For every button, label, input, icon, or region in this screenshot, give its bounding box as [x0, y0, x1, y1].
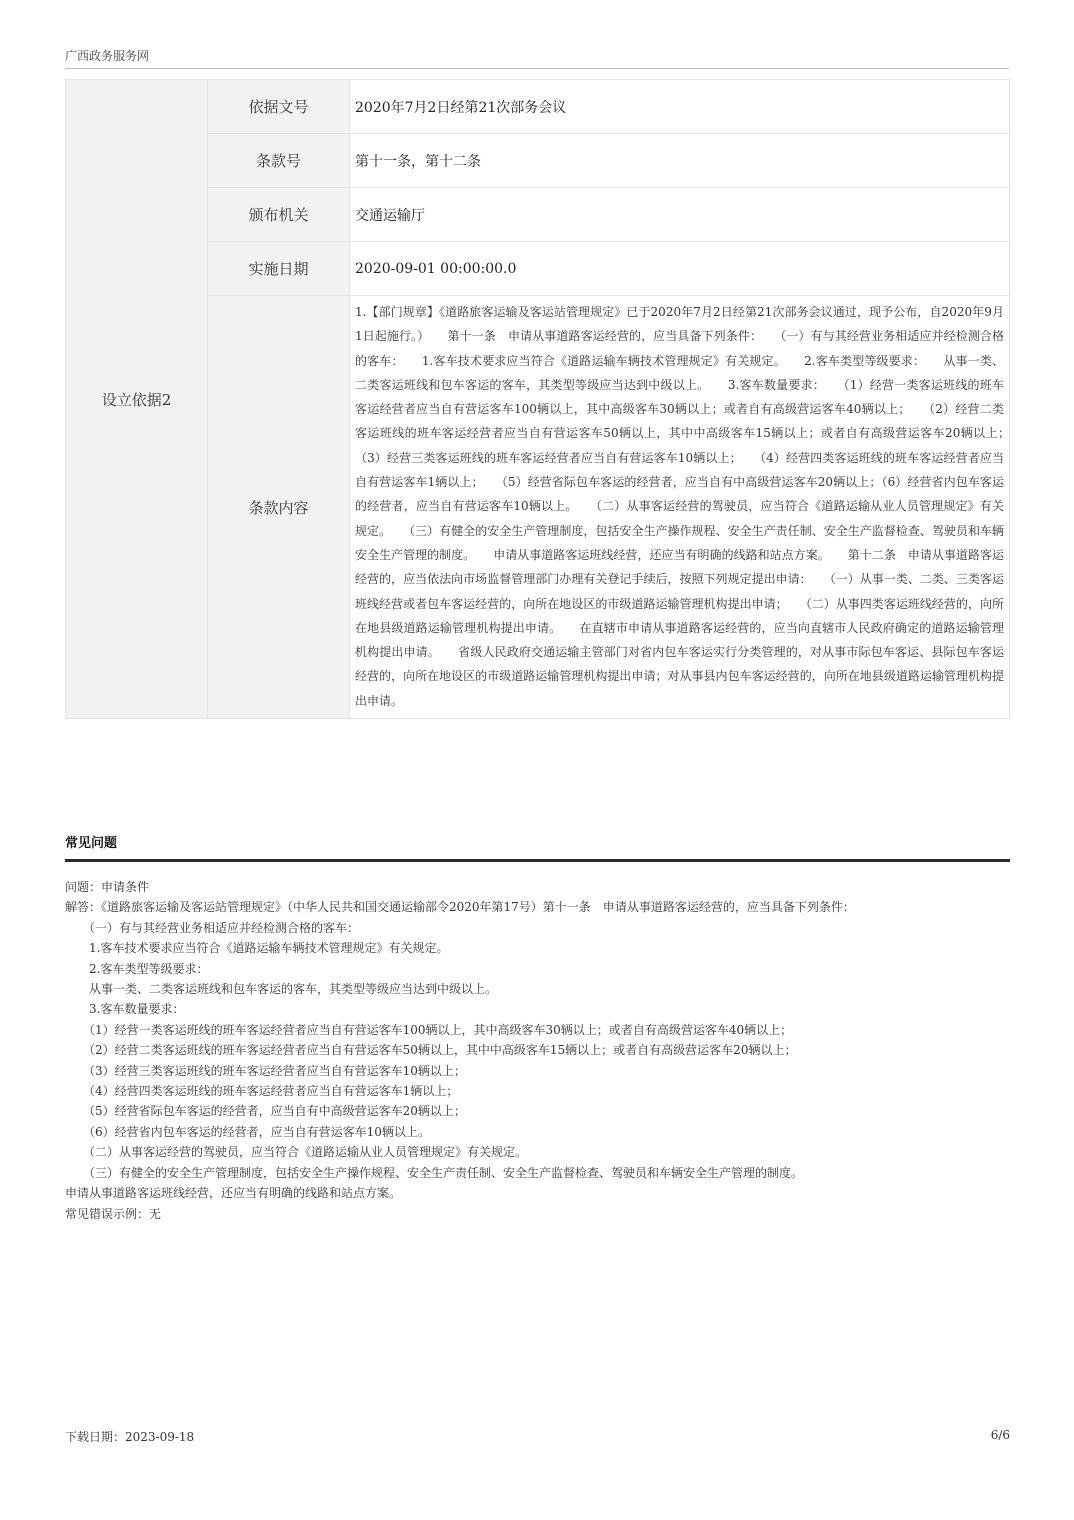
faq-answer-line: （1）经营一类客运班线的班车客运经营者应当自有营运客车100辆以上，其中高级客车30辆以上；或者自有高级营运客车40辆以上； — [65, 1022, 793, 1037]
faq-answer-line: （三）有健全的安全生产管理制度，包括安全生产操作规程、安全生产责任制、安全生产监督检查、驾驶员和车辆安全生产管理的制度。 — [65, 1165, 804, 1180]
doc-number-label: 依据文号 — [208, 80, 350, 134]
effective-date-label: 实施日期 — [208, 242, 350, 296]
faq-answer-line: 2.客车类型等级要求： — [65, 961, 209, 976]
faq-answer-line: 1.客车技术要求应当符合《道路运输车辆技术管理规定》有关规定。 — [65, 941, 449, 956]
page-number: 6/6 — [990, 1428, 1010, 1442]
basis-table — [65, 79, 1029, 719]
doc-number-value: 2020年7月2日经第21次部务会议 — [350, 80, 1010, 134]
faq-title: 常见问题 — [65, 836, 118, 851]
download-date: 下载日期：2023-09-18 — [65, 1430, 195, 1444]
clause-content-label: 条款内容 — [208, 296, 350, 719]
faq-question: 问题：申请条件 — [65, 880, 150, 894]
issuing-authority-label: 颁布机关 — [208, 188, 350, 242]
faq-answer-line: 申请从事道路客运班线经营，还应当有明确的线路和站点方案。 — [65, 1186, 402, 1201]
clause-number-value: 第十一条，第十二条 — [350, 134, 1010, 188]
effective-date-value: 2020-09-01 00:00:00.0 — [350, 242, 1010, 296]
faq-answer-line: 解答：《道路旅客运输及客运站管理规定》（中华人民共和国交通运输部令2020年第17号）第十一条 申请从事道路客运经营的，应当具备下列条件： — [65, 900, 855, 915]
faq-answer-line: （3）经营三类客运班线的班车客运经营者应当自有营运客车10辆以上； — [65, 1063, 466, 1078]
faq-answer-line: （5）经营省际包车客运的经营者，应当自有中高级营运客车20辆以上； — [65, 1104, 466, 1119]
faq-divider — [65, 859, 1010, 862]
faq-body — [65, 877, 1010, 1224]
site-header: 广西政务服务网 — [65, 47, 1009, 69]
issuing-authority-value: 交通运输厅 — [350, 188, 1010, 242]
faq-answer-line: 3.客车数量要求： — [65, 1002, 185, 1017]
faq-answer-line: （6）经营省内包车客运的经营者，应当自有营运客车10辆以上。 — [65, 1124, 430, 1139]
faq-answer-line: 从事一类、二类客运班线和包车客运的客车，其类型等级应当达到中级以上。 — [65, 982, 498, 997]
clause-number-label: 条款号 — [208, 134, 350, 188]
faq-answer-line: （二）从事客运经营的驾驶员，应当符合《道路运输从业人员管理规定》有关规定。 — [65, 1145, 528, 1160]
basis-group-label: 设立依据2 — [66, 80, 208, 719]
faq-common-errors: 常见错误示例：无 — [65, 1206, 162, 1221]
faq-answer-line: （4）经营四类客运班线的班车客运经营者应当自有营运客车1辆以上； — [65, 1084, 459, 1099]
faq-answer-line: （2）经营二类客运班线的班车客运经营者应当自有营运客车50辆以上，其中中高级客车15辆以上；或者自有高级营运客车20辆以上； — [65, 1043, 797, 1058]
clause-content-text: 1.【部门规章】《道路旅客运输及客运站管理规定》已于2020年7月2日经第21次部务会议通过，现予公布，自2020年9月1日起施行。） 第十一条 申请从事道路客运经营的，应当具备下列条件： （一）有与其经营业务相适应并经检测合格的客车： 1.客车技术要求应当符合《道路运输车辆技术管理规定》有关规定。 2.客车类型等级要求： 从事一类、二类客运班线和包车客运的客车，其类型等级应当达到中级以上。 3.客车数量要求： （1）经营一类客运班线的班车客运经营者应当自有营运客车100辆以上，其中高级客车30辆以上；或者自有高级营运客车40辆以上； （2）经营二类客运班线的班车客运经营者应当自有营运客车50辆以上，其中中高级客车15辆以上；或者自有高级营运客车20辆以上； （3）经营三类客运班线的班车客运经营者应当自有营运客车10辆以上； （4）经营四类客运班线的班车客运经营者应当自有营运客车1辆以上； （5）经营省际包车客运的经营者，应当自有中高级营运客车20辆以上；（6）经营省内包车客运的经营者，应当自有营运客车10辆以上。 （二）从事客运经营的驾驶员，应当符合《道路运输从业人员管理规定》有关规定。 （三）有健全的安全生产管理制度，包括安全生产操作规程、安全生产责任制、安全生产监督检查、驾驶员和车辆安全生产管理的制度。 申请从事道路客运班线经营，还应当有明确的线路和站点方案。 第十二条 申请从事道路客运经营的，应当依法向市场监督管理部门办理有关登记手续后，按照下列规定提出申请： （一）从事一类、二类、三类客运班线经营或者包车客运经营的，向所在地设区的市级道路运输管理机构提出申请； （二）从事四类客运班线经营的，向所在地县级道路运输管理机构提出申请。 在直辖市申请从事道路客运经营的，应当向直辖市人民政府确定的道路运输管理机构提出申请。 省级人民政府交通运输主管部门对省内包车客运实行分类管理的，对从事市际包车客运、县际包车客运经营的，向所在地设区的市级道路运输管理机构提出申请；对从事县内包车客运经营的，向所在地县级道路运输管理机构提出申请。 — [350, 296, 1010, 719]
faq-answer-line: （一）有与其经营业务相适应并经检测合格的客车： — [65, 920, 360, 935]
